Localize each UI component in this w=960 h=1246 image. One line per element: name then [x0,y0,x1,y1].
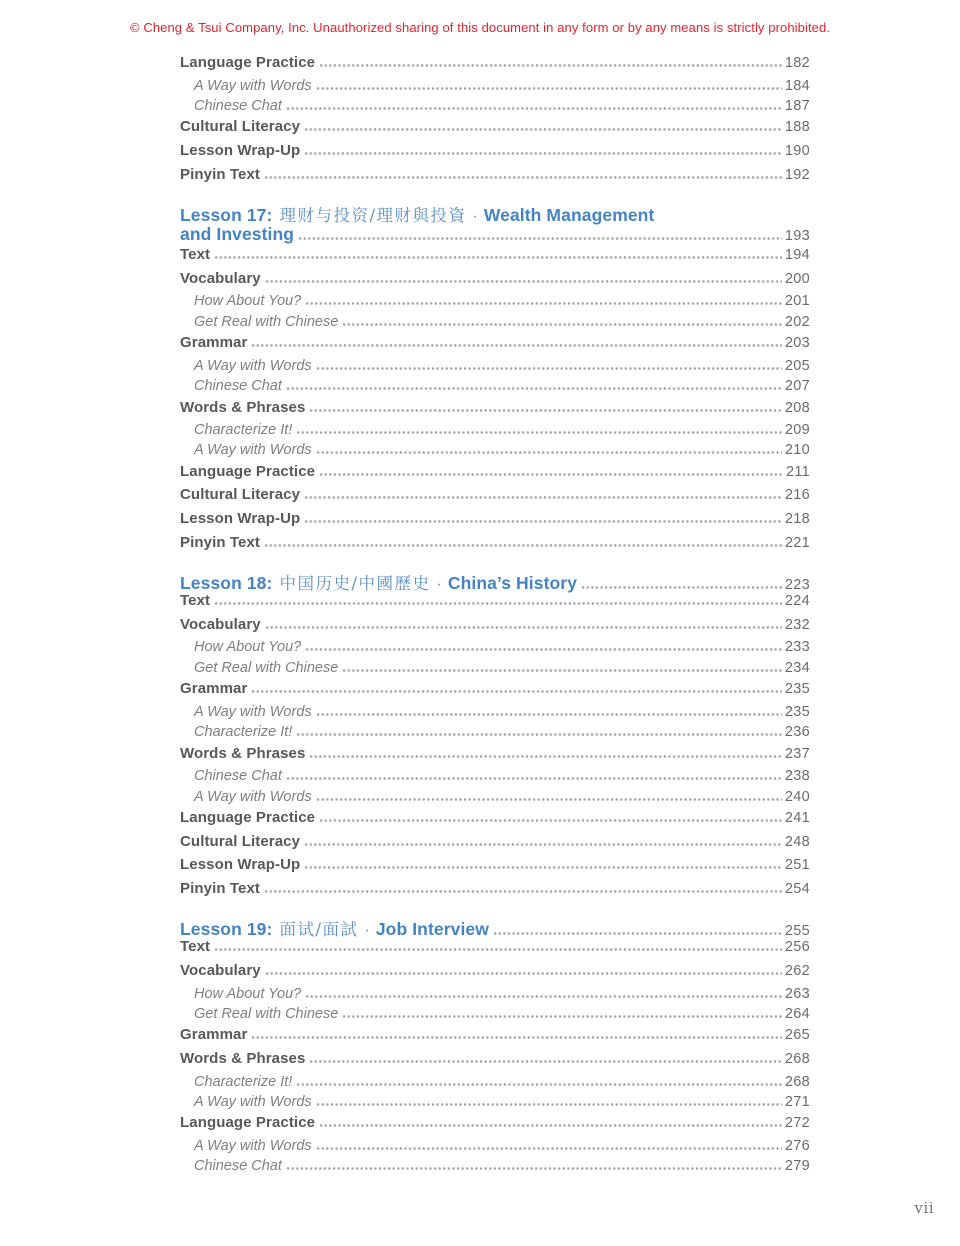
toc-entry-page: 184 [784,77,810,94]
toc-entry-label: Grammar [180,334,248,352]
toc-entry-page: 271 [784,1093,810,1110]
toc-entry-page: 279 [784,1158,810,1175]
lesson-number: Lesson 18: [180,573,273,594]
dotted-leader [266,626,782,629]
page-folio: vii [914,1199,934,1217]
toc-entry-page: 203 [784,335,810,352]
toc-entry [180,399,810,423]
dotted-leader [317,87,782,90]
toc-entry-page: 200 [784,270,810,287]
toc-entry-label: Vocabulary [180,615,261,633]
toc-entry [180,680,810,704]
dotted-leader [215,256,782,259]
toc-entry-page: 211 [785,463,810,480]
dotted-leader [320,64,782,67]
toc-entry [180,768,810,788]
toc-entry-label: Language Practice [180,54,316,71]
toc-entry-label: Pinyin Text [180,533,261,551]
toc-entry-page: 262 [784,962,810,979]
toc-entry [180,510,810,534]
toc-entry [180,118,810,142]
toc-entry-label: Grammar [180,680,248,698]
toc-entry-page: 265 [784,1027,810,1044]
toc-entry-page: 268 [784,1073,810,1090]
toc-entry-label: Pinyin Text [180,879,261,897]
toc-entry-page: 209 [784,422,810,439]
toc-entry [180,378,810,398]
dotted-leader [317,798,782,801]
toc-entry-page: 233 [784,639,810,656]
toc-entry [180,962,810,986]
toc-entry [180,745,810,769]
toc-entry-label: Vocabulary [180,961,261,979]
toc-entry-label: Get Real with Chinese [194,1005,339,1022]
toc-entry-label: Get Real with Chinese [194,659,339,676]
dotted-leader [265,544,782,547]
toc-entry-label: A Way with Words [194,357,312,374]
toc-entry [180,293,810,313]
toc-entry-label: Lesson Wrap-Up [180,141,301,159]
dotted-leader [494,932,782,935]
toc-entry [180,442,810,462]
toc-entry-label: Chinese Chat [194,97,282,114]
toc-entry [180,54,810,78]
toc-entry-page: 237 [784,745,810,762]
toc-entry-page: 182 [784,55,810,71]
toc-entry-page: 268 [784,1050,810,1067]
toc-entry [180,78,810,98]
dotted-leader [306,995,782,998]
toc-entry [180,246,810,270]
toc-entry [180,1114,810,1138]
toc-entry-page: 254 [784,880,810,897]
toc-entry-label: Vocabulary [180,269,261,287]
dotted-leader [215,602,782,605]
dotted-leader [287,777,782,780]
toc-entry [180,314,810,334]
toc-entry [180,724,810,744]
toc-entry [180,166,810,190]
toc-entry [180,1006,810,1026]
toc-entry-label: Cultural Literacy [180,486,301,504]
dotted-leader [306,302,782,305]
toc-entry [180,142,810,166]
dotted-leader [343,669,782,672]
dotted-leader [252,1036,782,1039]
toc-entry-page: 210 [784,442,810,459]
lesson-title-line1 [180,916,810,938]
toc-section-lesson-16-continued [180,54,810,189]
toc-entry-label: How About You? [194,985,302,1002]
dotted-leader [297,431,782,434]
dotted-leader [317,367,782,370]
toc-entry-label: Get Real with Chinese [194,313,339,330]
toc-section-lesson-17 [180,202,810,557]
toc-entry-page: 187 [784,97,810,114]
toc-entry-label: Language Practice [180,1114,316,1132]
toc [180,54,810,1179]
toc-section-lesson-19 [180,916,810,1178]
dotted-leader [266,972,782,975]
lesson-title-line2 [180,224,810,246]
toc-entry-page: 188 [784,119,810,136]
toc-entry-label: Characterize It! [194,422,293,439]
toc-entry-page: 190 [784,142,810,159]
toc-entry [180,789,810,809]
dotted-leader [305,843,782,846]
lesson-title-chinese: 面试/面試 [279,920,359,940]
toc-entry [180,660,810,680]
lesson-heading [180,570,810,592]
dotted-leader [306,648,782,651]
toc-entry [180,1026,810,1050]
toc-entry-page: 216 [784,487,810,504]
lesson-number: Lesson 17: [180,205,273,226]
title-separator-dot: · [436,576,442,594]
lesson-title-line1 [180,202,810,224]
toc-entry-label: Words & Phrases [180,1049,306,1067]
toc-entry-label: Text [180,592,211,610]
toc-entry-label: Lesson Wrap-Up [180,856,301,874]
toc-entry [180,616,810,640]
toc-entry [180,98,810,118]
toc-section-lesson-18 [180,570,810,903]
toc-entry-label: A Way with Words [194,703,312,720]
lesson-page-number: 255 [784,923,810,940]
toc-entry [180,1094,810,1114]
dotted-leader [317,1147,782,1150]
toc-entry [180,704,810,724]
dotted-leader [310,755,781,758]
toc-entry [180,809,810,833]
toc-entry-page: 236 [784,724,810,741]
toc-entry-label: Pinyin Text [180,165,261,183]
toc-entry-page: 251 [784,857,810,874]
dotted-leader [299,237,782,240]
lesson-title-english: China’s History [447,573,578,594]
toc-entry-label: A Way with Words [194,788,312,805]
toc-entry-label: Characterize It! [194,1073,293,1090]
toc-entry-label: A Way with Words [194,1093,312,1110]
toc-entry-label: How About You? [194,639,302,656]
dotted-leader [582,586,782,589]
toc-entry-label: Words & Phrases [180,744,306,762]
toc-entry-label: Text [180,938,211,956]
toc-entry [180,358,810,378]
lesson-page-number: 193 [784,228,810,245]
toc-entry [180,592,810,616]
dotted-leader [297,1083,782,1086]
toc-entry-page: 208 [784,399,810,416]
toc-entry-label: Lesson Wrap-Up [180,510,301,528]
toc-entry-page: 263 [784,985,810,1002]
toc-entry [180,833,810,857]
dotted-leader [320,1124,782,1127]
toc-entry-label: Words & Phrases [180,398,306,416]
toc-entry [180,938,810,962]
toc-entry-page: 218 [784,511,810,528]
toc-entry [180,856,810,880]
toc-entry [180,986,810,1006]
toc-entry [180,1158,810,1178]
toc-entry-label: A Way with Words [194,77,312,94]
toc-entry [180,334,810,358]
title-separator-dot: · [472,208,478,226]
toc-entry-page: 221 [784,534,810,551]
toc-entry [180,1138,810,1158]
dotted-leader [317,713,782,716]
toc-entry-page: 235 [784,703,810,720]
toc-entry-label: Chinese Chat [194,378,282,395]
dotted-leader [265,176,782,179]
toc-entry-label: Chinese Chat [194,1158,282,1175]
toc-entry-page: 276 [784,1137,810,1154]
toc-entry [180,1074,810,1094]
toc-entry-label: Chinese Chat [194,768,282,785]
toc-entry-page: 207 [784,378,810,395]
lesson-heading [180,916,810,938]
dotted-leader [215,948,782,951]
toc-entry-page: 248 [784,833,810,850]
dotted-leader [287,387,782,390]
copyright-notice: © Cheng & Tsui Company, Inc. Unauthorized sharing of this document in any form or by any means is strictly prohibited. [129,20,831,35]
toc-entry-page: 205 [784,357,810,374]
toc-entry-label: Grammar [180,1026,248,1044]
toc-entry [180,486,810,510]
dotted-leader [320,819,782,822]
lesson-title-english-continued: and Investing [180,224,295,245]
title-separator-dot: · [364,922,370,940]
dotted-leader [320,473,783,476]
dotted-leader [265,890,782,893]
dotted-leader [297,733,782,736]
dotted-leader [305,128,782,131]
dotted-leader [252,690,782,693]
dotted-leader [266,280,782,283]
toc-entry-label: A Way with Words [194,442,312,459]
toc-entry-page: 256 [784,939,810,956]
toc-entry-label: Text [180,246,211,264]
lesson-heading [180,202,810,246]
lesson-title-english: Job Interview [375,919,489,940]
toc-entry-page: 224 [784,593,810,610]
toc-entry-page: 238 [784,768,810,785]
dotted-leader [317,1103,782,1106]
toc-entry [180,422,810,442]
toc-entry-page: 272 [784,1115,810,1132]
toc-entry-label: A Way with Words [194,1137,312,1154]
toc-entry-label: Characterize It! [194,724,293,741]
dotted-leader [343,323,782,326]
toc-entry-label: Language Practice [180,808,316,826]
toc-entry [180,1050,810,1074]
dotted-leader [310,409,781,412]
toc-entry-page: 240 [784,788,810,805]
dotted-leader [287,107,782,110]
toc-entry-page: 235 [784,681,810,698]
toc-entry [180,463,810,487]
dotted-leader [305,152,782,155]
toc-entry-page: 234 [784,659,810,676]
dotted-leader [317,451,782,454]
lesson-title-chinese: 中国历史/中國歷史 [279,574,431,594]
toc-entry-label: Language Practice [180,462,316,480]
toc-entry-page: 232 [784,616,810,633]
dotted-leader [305,866,782,869]
toc-entry-page: 194 [784,247,810,264]
toc-entry [180,270,810,294]
toc-entry-label: How About You? [194,293,302,310]
toc-entry [180,880,810,904]
lesson-title-chinese: 理财与投资/理财與投資 [279,206,467,226]
dotted-leader [287,1167,782,1170]
toc-entry-page: 201 [784,293,810,310]
dotted-leader [305,496,782,499]
toc-entry [180,639,810,659]
toc-entry-label: Cultural Literacy [180,118,301,136]
lesson-title-line1 [180,570,810,592]
lesson-page-number: 223 [784,577,810,594]
lesson-number: Lesson 19: [180,919,273,940]
toc-entry-page: 241 [784,809,810,826]
dotted-leader [310,1060,781,1063]
dotted-leader [252,344,782,347]
dotted-leader [343,1015,782,1018]
toc-entry-label: Cultural Literacy [180,832,301,850]
toc-entry-page: 264 [784,1005,810,1022]
toc-entry-page: 202 [784,313,810,330]
dotted-leader [305,520,782,523]
toc-entry-page: 192 [784,166,810,183]
toc-entry [180,534,810,558]
lesson-title-english: Wealth Management [483,205,655,226]
